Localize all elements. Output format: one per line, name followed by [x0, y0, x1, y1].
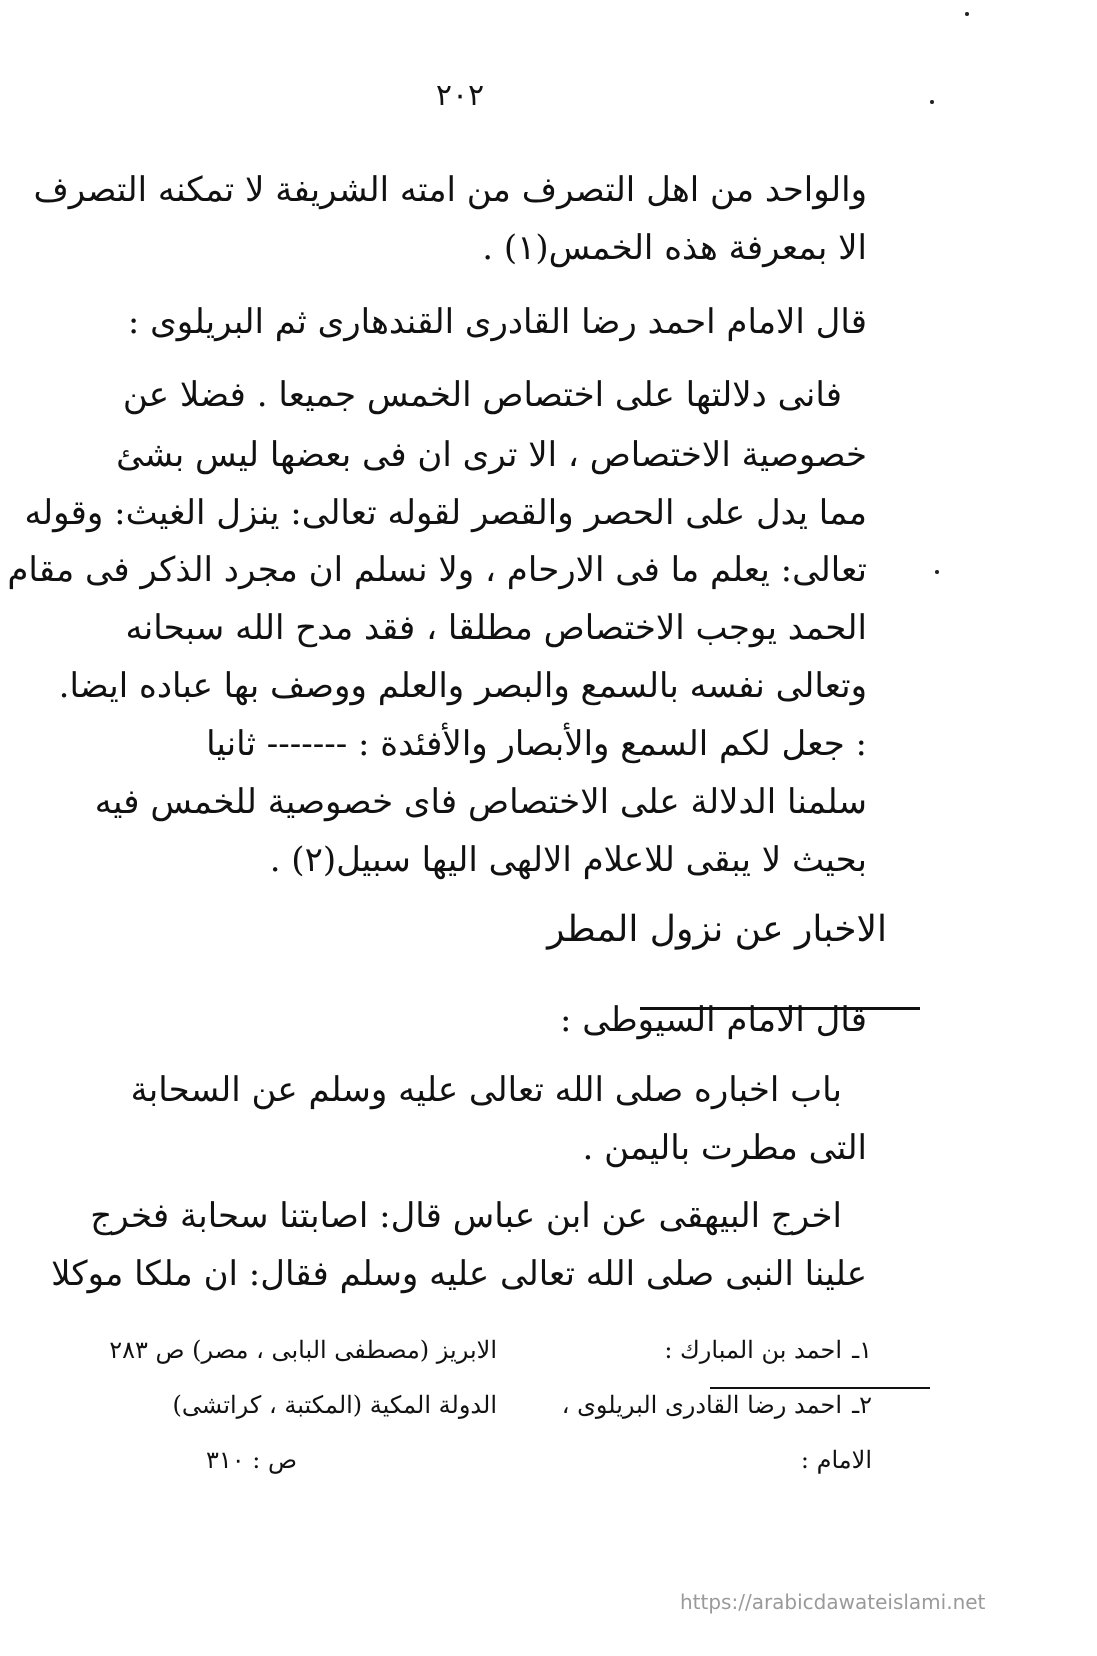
- footnote-reference: الدولة المكية (المكتبة ، كراتشى): [172, 1391, 497, 1419]
- body-line-16: اخرج البيهقى عن ابن عباس قال: اصابتنا سحابة فخرج: [90, 1196, 842, 1236]
- body-line-7: تعالى: يعلم ما فى الارحام ، ولا نسلم ان مجرد الذكر فى مقام: [7, 550, 867, 590]
- scan-speck: [935, 570, 939, 574]
- footnote-number: ١ـ: [852, 1336, 872, 1364]
- footnote-author: الامام :: [800, 1446, 872, 1474]
- body-line-11: سلمنا الدلالة على الاختصاص فاى خصوصية للخمس فيه: [94, 782, 867, 822]
- footnote-reference: الابريز (مصطفى البابى ، مصر) ص ٢٨٣: [109, 1336, 497, 1364]
- footnote-reference: ص : ٣١٠: [205, 1446, 297, 1474]
- footnote-number: ٢ـ: [852, 1391, 872, 1419]
- body-line-14: باب اخباره صلى الله تعالى عليه وسلم عن السحابة: [130, 1070, 842, 1110]
- body-line-2: الا بمعرفة هذه الخمس(١) .: [482, 228, 867, 268]
- body-line-17: علينا النبى صلى الله تعالى عليه وسلم فقال: ان ملكا موكلا: [51, 1254, 867, 1294]
- body-line-13: قال الامام السيوطى :: [559, 1000, 867, 1040]
- body-line-9: وتعالى نفسه بالسمع والبصر والعلم ووصف بها عباده ايضا.: [58, 666, 867, 706]
- body-line-8: الحمد يوجب الاختصاص مطلقا ، فقد مدح الله سبحانه: [125, 608, 867, 648]
- body-line-6: مما يدل على الحصر والقصر لقوله تعالى: ينزل الغيث: وقوله: [24, 493, 867, 533]
- body-line-5: خصوصية الاختصاص ، الا ترى ان فى بعضها ليس بشئ: [116, 435, 867, 475]
- footnote-author: احمد رضا القادرى البريلوى ،: [561, 1391, 842, 1419]
- body-line-4: فانى دلالتها على اختصاص الخمس جميعا . فضلا عن: [122, 375, 842, 415]
- body-line-1: والواحد من اهل التصرف من امته الشريفة لا تمكنه التصرف: [33, 170, 867, 210]
- scan-speck: [930, 100, 934, 104]
- body-line-3: قال الامام احمد رضا القادرى القندهارى ثم البريلوى :: [127, 302, 867, 342]
- watermark-url: https://arabicdawateislami.net: [680, 1590, 986, 1614]
- section-heading: الاخبار عن نزول المطر: [547, 909, 887, 950]
- body-line-15: التى مطرت باليمن .: [582, 1128, 867, 1168]
- body-line-10: : جعل لكم السمع والأبصار والأفئدة : ------- ثانيا: [206, 724, 867, 764]
- footnote-divider: [710, 1387, 930, 1389]
- footnote-author: احمد بن المبارك :: [664, 1336, 842, 1364]
- page-number: ٢٠٢: [435, 78, 485, 113]
- scan-speck: [965, 12, 969, 16]
- body-line-12: بحيث لا يبقى للاعلام الالهى اليها سبيل(٢) .: [269, 840, 867, 880]
